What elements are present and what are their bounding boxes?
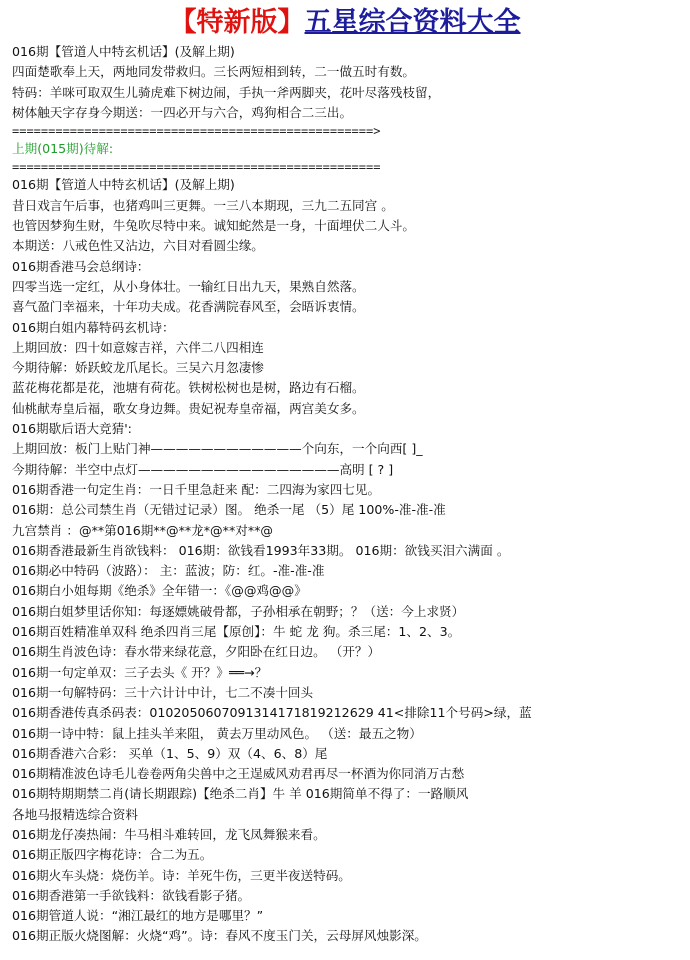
text-line: 特码：羊咪可取双生儿骑虎难下树边闹，手执一斧两脚夹，花叶尽落残枝留，	[12, 84, 441, 100]
text-line: 四面楚歌奉上天，两地同发带救归。三长两短相到转，二一做五时有数。	[12, 64, 415, 80]
text-line: 昔日戏言午后事，也猪鸡叫三更舞。一三八本期现，三九二五同宫 。	[12, 197, 394, 213]
text-line: 016期必中特码（波路）： 主：蓝波；防：红。-准-准-准	[12, 563, 325, 579]
text-line: 016期【管道人中特玄机话】(及解上期)	[12, 177, 235, 193]
text-line: 016期正版四字梅花诗：合二为五。	[12, 847, 213, 863]
text-line: 016期火车头烧：烧伤羊。诗：羊死牛伤，三更半夜送特码。	[12, 867, 351, 883]
text-line: 四零当选一定红，从小身体壮。一输红日出九天，果熟自然落。	[12, 278, 365, 294]
text-line: 016期龙仔凑热闹：牛马相斗难转回，龙飞凤舞猴来看。	[12, 826, 326, 842]
text-line: 016期生肖波色诗：春水带来绿花意，夕阳卧在红日边。 （开？）	[12, 644, 381, 660]
text-line: 016期香港第一手欲钱料：欲钱看影子猪。	[12, 887, 251, 903]
separator-line: ==================================================>	[12, 124, 381, 139]
text-line: 016期香港六合彩： 买单（1、5、9）双（4、6、8）尾	[12, 745, 328, 761]
text-line: 016期【管道人中特玄机话】(及解上期)	[12, 44, 235, 59]
title-badge: 【特新版】	[169, 7, 305, 38]
text-line: 九宫禁肖 ：@**第016期**@**龙*@**对**@	[12, 522, 274, 538]
text-line: 今期待解：半空中点灯————————————————高明 [ ? ]	[12, 461, 394, 477]
text-line: 各地马报精选综合资料	[12, 806, 138, 822]
text-line: 016期管道人说：“湘江最红的地方是哪里？”	[12, 908, 264, 924]
text-line: 016期香港最新生肖欲钱料： 016期：欲钱看1993年33期。 016期：欲钱买泪六满面 。	[12, 542, 510, 558]
text-line: 016期百姓精准单双科 绝杀四肖三尾【原创】：牛 蛇 龙 狗。杀三尾：1、2、3。	[12, 624, 461, 640]
text-line: 016期一句解特码：三十六计计中计，七二不凑十回头	[12, 684, 314, 700]
text-body	[12, 175, 678, 946]
text-line: 树体触天字存身今期送：一四必开与六合，鸡狗相合二三出。	[12, 104, 353, 120]
text-line: 016期正版火烧图解：火烧“鸡”。诗：春风不度玉门关，云母屏风烛影深。	[12, 928, 427, 944]
separator-line: ===================================================	[12, 160, 381, 175]
text-line: 上期回放：板门上贴门神————————————个向东，一个向西[ ]_	[12, 441, 423, 457]
page-title	[12, 4, 678, 42]
previous-issue-heading: 上期(015期)待解:	[12, 141, 114, 157]
text-line: 016期：总公司禁生肖（无错过记录）图。 绝杀一尾 （5）尾 100%-准-准-准	[12, 502, 446, 518]
text-line: 仙桃献寿皇后福，歌女身边舞。贵妃祝寿皇帝福，两宫美女多。	[12, 400, 365, 416]
text-line: 本期送：八戒色性又沾边，六目对看圆尘缘。	[12, 238, 264, 254]
title-main: 五星综合资料大全	[304, 7, 521, 38]
text-line: 016期歇后语大竞猜':	[12, 421, 132, 437]
text-line: 016期一诗中特：鼠上挂头羊来阻， 黄去万里动风色。 （送：最五之物）	[12, 725, 422, 741]
text-line: 016期白姐梦里话你知：每逐嫖姚破骨都，子孙相承在朝野；？（送：今上求贤）	[12, 603, 465, 619]
text-line: 蓝花梅花都是花，池塘有荷花。铁树松树也是树，路边有石榴。	[12, 380, 365, 396]
text-line: 016期特期期禁二肖(请长期跟踪)【绝杀二肖】牛 羊 016期简单不得了：一路顺风	[12, 786, 469, 802]
text-line: 也管因梦狗生财，牛兔吹尽特中来。诚知蛇然是一身，十面埋伏二人斗。	[12, 218, 415, 234]
text-line: 016期香港马会总纲诗：	[12, 258, 150, 274]
text-line: 今期待解：娇跃蛟龙爪尾长。三吴六月忽凄惨	[12, 360, 264, 376]
text-line: 016期一句定单双：三子去头《 开？》══→？	[12, 664, 268, 680]
text-line: 上期回放：四十如意嫁吉祥，六伴二八四相连	[12, 339, 264, 355]
text-line: 016期香港传真杀码表：0102050607091314171819212629 41<排除11个号码>绿，蓝	[12, 705, 532, 721]
text-line: 016期白小姐每期《绝杀》全年错一：《@@鸡@@》	[12, 583, 307, 599]
text-line: 016期香港一句定生肖：一日千里急赶来 配：二四海为家四七见。	[12, 481, 381, 497]
text-line: 016期白姐内幕特码玄机诗：	[12, 319, 175, 335]
text-line: 喜气盈门幸福来，十年功夫成。花香满院春风至，会晤诉衷情。	[12, 299, 365, 315]
text-line: 016期精准波色诗毛儿卷卷两角尖兽中之王逞威风劝君再尽一杯酒为你同消万古愁	[12, 766, 465, 782]
